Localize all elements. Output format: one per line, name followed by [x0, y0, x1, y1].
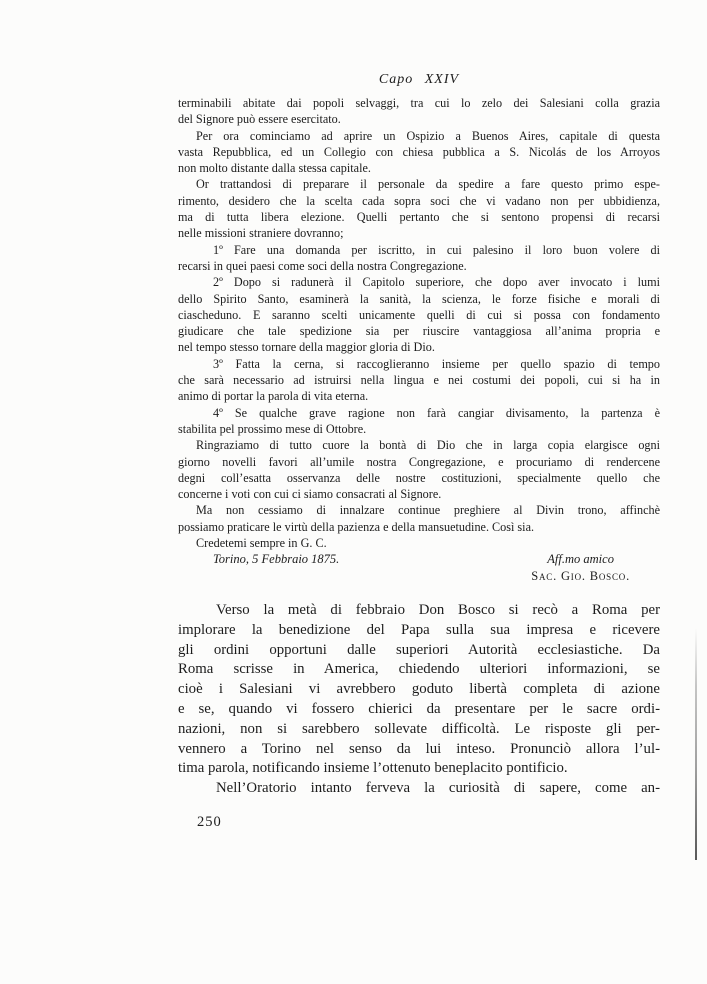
- text-line: che sarà necessario ad istruirsi nella lingua e nei costumi dei popoli, cui si ha in: [178, 373, 660, 388]
- text-line: recarsi in quei paesi come soci della nostra Congregazione.: [178, 258, 467, 273]
- text-line: giudicare che tale spedizione sia per riuscire vantaggiosa all’anima propria e: [178, 324, 660, 339]
- letter-dateline: Torino, 5 Febbraio 1875.: [213, 552, 340, 566]
- text-line: non molto distante dalla stessa capitale.: [178, 161, 371, 176]
- text-line: stabilita pel prossimo mese di Ottobre.: [178, 421, 367, 436]
- text-line: 4º Se qualche grave ragione non farà cangiar divisamento, la partenza è: [213, 405, 660, 420]
- text-line: nelle missioni straniere dovranno;: [178, 226, 344, 241]
- text-line: implorare la benedizione del Papa sulla sua impresa e ricevere: [178, 621, 660, 638]
- letter-signature: [531, 551, 630, 584]
- text-line: Ringraziamo di tutto cuore la bontà di Dio che in larga copia elargisce ogni: [196, 438, 660, 453]
- text-line: nazioni, non si sarebbero sollevate difficoltà. Le risposte gli per-: [178, 720, 660, 737]
- text-line: concerne i voti con cui ci siamo consacrati al Signore.: [178, 487, 442, 502]
- text-line: Ma non cessiamo di innalzare continue preghiere al Divin trono, affinchè: [196, 503, 660, 518]
- text-line: degni coll’esatta osservanza delle nostre costituzioni, specialmente quello che: [178, 470, 660, 485]
- text-line: 2º Dopo si radunerà il Capitolo superiore, che dopo aver invocato i lumi: [213, 275, 660, 290]
- text-line: Roma scrisse in America, chiedendo ulteriori informazioni, se: [178, 661, 660, 678]
- text-line: Or trattandosi di preparare il personale da spedire a fare questo primo espe-: [196, 177, 660, 192]
- text-line: giorno novelli favori all’umile nostra Congregazione, e procuriamo di rendercene: [178, 454, 660, 469]
- text-line: Nell’Oratorio intanto ferveva la curiosità di sapere, come an-: [216, 780, 660, 797]
- letter-block: [178, 95, 660, 551]
- text-line: Per ora cominciamo ad aprire un Ospizio a Buenos Aires, capitale di questa: [196, 128, 660, 143]
- text-line: 3º Fatta la cerna, si raccoglieranno insieme per quello spazio di tempo: [213, 356, 660, 371]
- text-line: nel tempo stesso tornare della maggior gloria di Dio.: [178, 340, 435, 355]
- text-line: rimento, desidero che la scelta cada sopra soci che vi vadano non per ubbidienza,: [178, 193, 660, 208]
- page-number: 250: [197, 814, 222, 830]
- scan-artifact-line: [695, 628, 697, 860]
- text-line: animo di portar la parola di vita eterna.: [178, 389, 369, 404]
- signature-role: Aff.mo amico: [547, 552, 614, 566]
- running-header: Capo XXIV: [378, 72, 460, 87]
- text-line: cioè i Salesiani vi avrebbero goduto libertà completa di azione: [178, 681, 660, 698]
- text-line: gli ordini opportuni dalle superiori Autorità ecclesiastiche. Da: [178, 641, 660, 658]
- text-line: Credetemi sempre in G. C.: [196, 536, 327, 551]
- text-line: terminabili abitate dai popoli selvaggi, tra cui lo zelo dei Salesiani colla grazia: [178, 96, 660, 110]
- text-line: tima parola, notificando insieme l’ottenuto beneplacito pontificio.: [178, 760, 568, 777]
- text-line: ciascheduno. E saranno scelti unicamente quelli di cui si possa con fondamento: [178, 307, 660, 322]
- text-line: possiamo praticare le virtù della pazienza e della mansuetudine. Così sia.: [178, 519, 535, 534]
- signature-name: Sac. Gio. Bosco.: [531, 568, 630, 583]
- text-line: e se, quando vi fossero chierici da presentare per le sacre ordi-: [178, 700, 660, 717]
- text-line: ma di tutta libera elezione. Quelli pertanto che si sentono propensi di recarsi: [178, 210, 660, 225]
- main-text-block: [178, 601, 660, 799]
- text-line: dello Spirito Santo, esaminerà la sanità, la scienza, le forze fisiche e morali di: [178, 291, 660, 306]
- text-line: del Signore può essere esercitato.: [178, 112, 341, 127]
- text-line: vennero a Torino nel senso da lui inteso. Pronunciò allora l’ul-: [178, 740, 660, 757]
- text-line: Verso la metà di febbraio Don Bosco si recò a Roma per: [216, 602, 660, 618]
- text-line: 1º Fare una domanda per iscritto, in cui palesino il loro buon volere di: [213, 242, 660, 257]
- text-line: vasta Repubblica, ed un Collegio con chiesa pubblica a S. Nicolás de los Arroyos: [178, 144, 660, 159]
- letter-closing-row: [178, 551, 660, 584]
